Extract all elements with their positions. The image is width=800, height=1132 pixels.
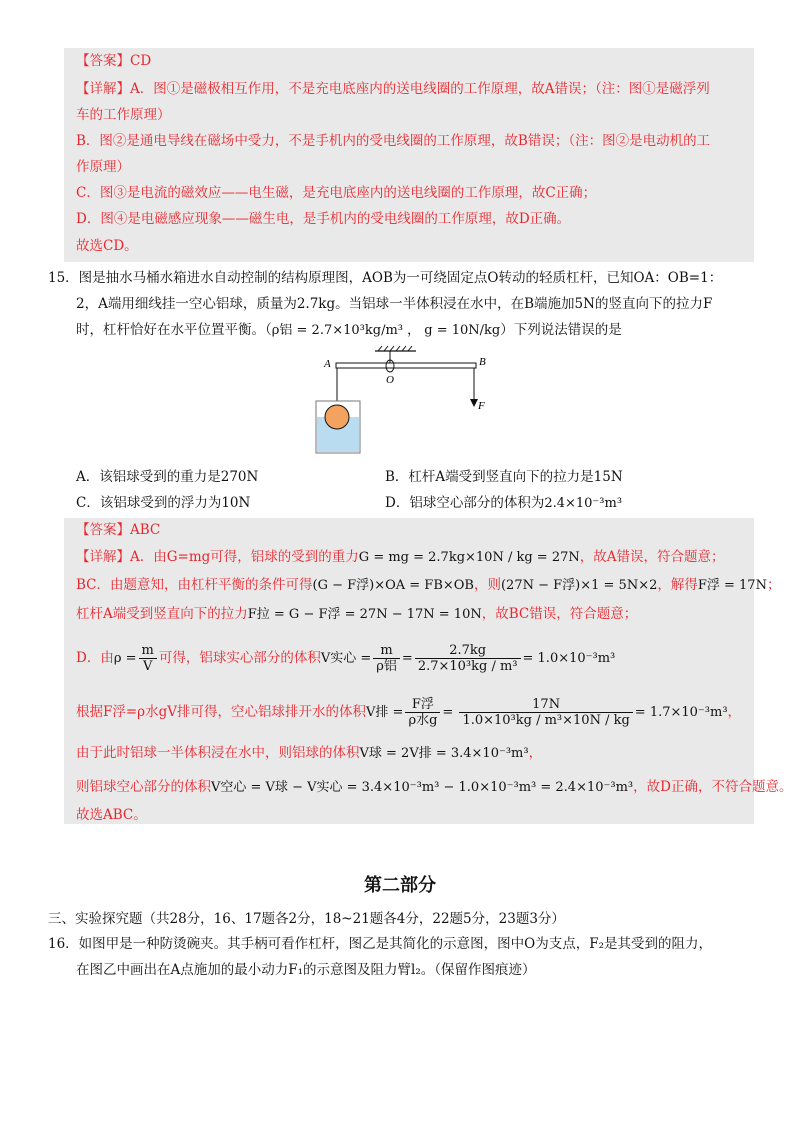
denominator: 2.7×10³kg / m³ (417, 659, 518, 674)
label-b: B (479, 356, 486, 368)
answer-label: 【答案】CD (76, 53, 152, 69)
question-text: 时，杠杆恰好在水平位置平衡。（ (76, 322, 272, 338)
fraction (373, 643, 400, 674)
explain-line: C．图③是电流的磁效应——电生磁，是充电底座内的送电线圈的工作原理，故C正确； (76, 185, 597, 201)
formula: V实心 = (320, 651, 372, 666)
explain-line: 作原理） (76, 159, 130, 175)
numerator: m (373, 643, 400, 659)
explain-line: D．图④是电磁感应现象——磁生电，是手机内的受电线圈的工作原理，故D正确。 (76, 211, 571, 227)
formula: ρ = (113, 651, 137, 666)
explain-text: 可得，铝球实心部分的体积 (158, 650, 321, 666)
explain-text: 则铝球空心部分的体积 (76, 779, 211, 795)
lever-figure (310, 345, 510, 465)
explain-line: 【详解】A．图①是磁极相互作用，不是充电底座内的送电线圈的工作原理，故A错误；（注：图①是磁浮列 (76, 81, 710, 97)
option-b: B．杠杆A端受到竖直向下的拉力是15N (385, 469, 623, 485)
explain-lever-a (76, 605, 637, 624)
denominator: ρ水g (408, 713, 438, 728)
formula: F浮 = 17N (697, 578, 767, 593)
question-16-line: 16．如图甲是一种防烫碗夹。其手柄可看作杠杆，图乙是其简化的示意图，图中O为支点，F₂是其受到的阻力， (48, 936, 713, 952)
section-heading: 三、实验探究题（共28分，16、17题各2分，18~21题各4分，22题5分，23题3分） (48, 911, 565, 927)
explain-text: ，故BC错误，符合题意； (481, 606, 638, 622)
option-c: C．该铝球受到的浮力为10N (76, 495, 251, 511)
denominator: V (142, 659, 153, 674)
question-text: ）下列说法错误的是 (500, 322, 622, 338)
explain-text: ，故D正确，不符合题意。 (633, 779, 793, 795)
numerator: m (139, 643, 157, 659)
explain-text: ，故A错误，符合题意； (579, 549, 725, 565)
explain-text: BC．由题意知，由杠杆平衡的条件可得 (76, 577, 313, 593)
formula: G = mg = 2.7kg×10N / kg = 27N (358, 550, 580, 565)
explain-text: 由于此时铝球一半体积浸在水中，则铝球的体积 (76, 745, 360, 761)
answer-label: 【答案】ABC (76, 522, 161, 538)
explain-text: ， (727, 704, 742, 720)
denominator: ρ铝 (376, 659, 397, 674)
denominator: 1.0×10³kg / m³×10N / kg (462, 713, 630, 728)
formula: = 1.7×10⁻³m³ (634, 705, 728, 720)
numerator: F浮 (405, 697, 440, 713)
question-16-line: 在图乙中画出在A点施加的最小动力F₁的示意图及阻力臂l₂。（保留作图痕迹） (76, 962, 536, 978)
label-f: F (478, 400, 485, 412)
explain-hollow (76, 778, 792, 797)
formula: F拉 = G − F浮 = 27N − 17N = 10N (247, 607, 482, 622)
fraction (139, 643, 157, 674)
explain-d (76, 640, 615, 677)
numerator: 17N (459, 697, 632, 713)
option-d (385, 494, 622, 513)
explain-ball-volume (76, 744, 542, 763)
label-a: A (324, 358, 331, 370)
question-15-line: 2，A端用细线挂一空心铝球，质量为2.7kg。当铝球一半体积浸在水中，在B端施加5N的竖直向下的拉力F (76, 296, 713, 312)
formula: V排 = (366, 705, 404, 720)
formula: (G − F浮)×OA = FB×OB (312, 578, 474, 593)
question-15-line: 15．图是抽水马桶水箱进水自动控制的结构原理图，AOB为一可绕固定点O转动的轻质杠杆，已知OA：OB=1： (48, 270, 723, 286)
explain-text: 【详解】A．由G=mg可得，铝球的受到的重力 (76, 549, 359, 565)
option-d-value: 2.4×10⁻³m³ (544, 496, 623, 511)
question-15-line (76, 321, 622, 340)
label-o: O (386, 374, 394, 386)
explain-line: B．图②是通电导线在磁场中受力，不是手机内的受电线圈的工作原理，故B错误；（注：图②是电动机的工 (76, 133, 711, 149)
explain-text: ，则 (473, 577, 501, 593)
formula: V空心 = V球 − V实心 = 3.4×10⁻³m³ − 1.0×10⁻³m³ = 2.4×10⁻³m³ (211, 780, 634, 795)
explain-displaced: 根据F浮=ρ水gV排可得，空心铝球排开水的体积V排 = $\frac{\text{F浮}}{\text{ρ水g}}$ = $\frac{17N}{\text{1.0×10³kg / m³×10N / kg}}$ = 1.7×10⁻³m³， (76, 697, 742, 728)
explain-line: 车的工作原理） (76, 107, 171, 123)
explain-bc (76, 576, 780, 595)
explain-text: ， (528, 745, 543, 761)
explain-line: 故选ABC。 (76, 807, 147, 823)
explain-a (76, 548, 725, 567)
fraction (415, 643, 521, 674)
section-title: 第二部分 (364, 875, 436, 896)
option-d-text: D．铝球空心部分的体积为 (385, 495, 545, 511)
formula: V球 = 2V排 = 3.4×10⁻³m³ (359, 746, 529, 761)
fraction (405, 697, 440, 728)
explain-text: ，解得 (657, 577, 698, 593)
explain-line: 故选CD。 (76, 238, 138, 254)
option-a: A．该铝球受到的重力是270N (76, 469, 259, 485)
lever-bar (336, 363, 476, 368)
explain-text: 根据F浮=ρ水gV排可得，空心铝球排开水的体积 (76, 704, 367, 720)
formula: = (401, 651, 413, 666)
explain-text: D．由 (76, 650, 114, 666)
numerator: 2.7kg (415, 643, 521, 659)
explain-text: 杠杆A端受到竖直向下的拉力 (76, 606, 248, 622)
aluminum-ball (325, 405, 349, 429)
formula: = 1.0×10⁻³m³ (522, 651, 616, 666)
explain-text: ； (766, 577, 781, 593)
given-values: ρ铝 = 2.7×10³kg/m³ ， g = 10N/kg (271, 323, 501, 338)
formula: (27N − F浮)×1 = 5N×2 (500, 578, 658, 593)
fraction (459, 697, 632, 728)
